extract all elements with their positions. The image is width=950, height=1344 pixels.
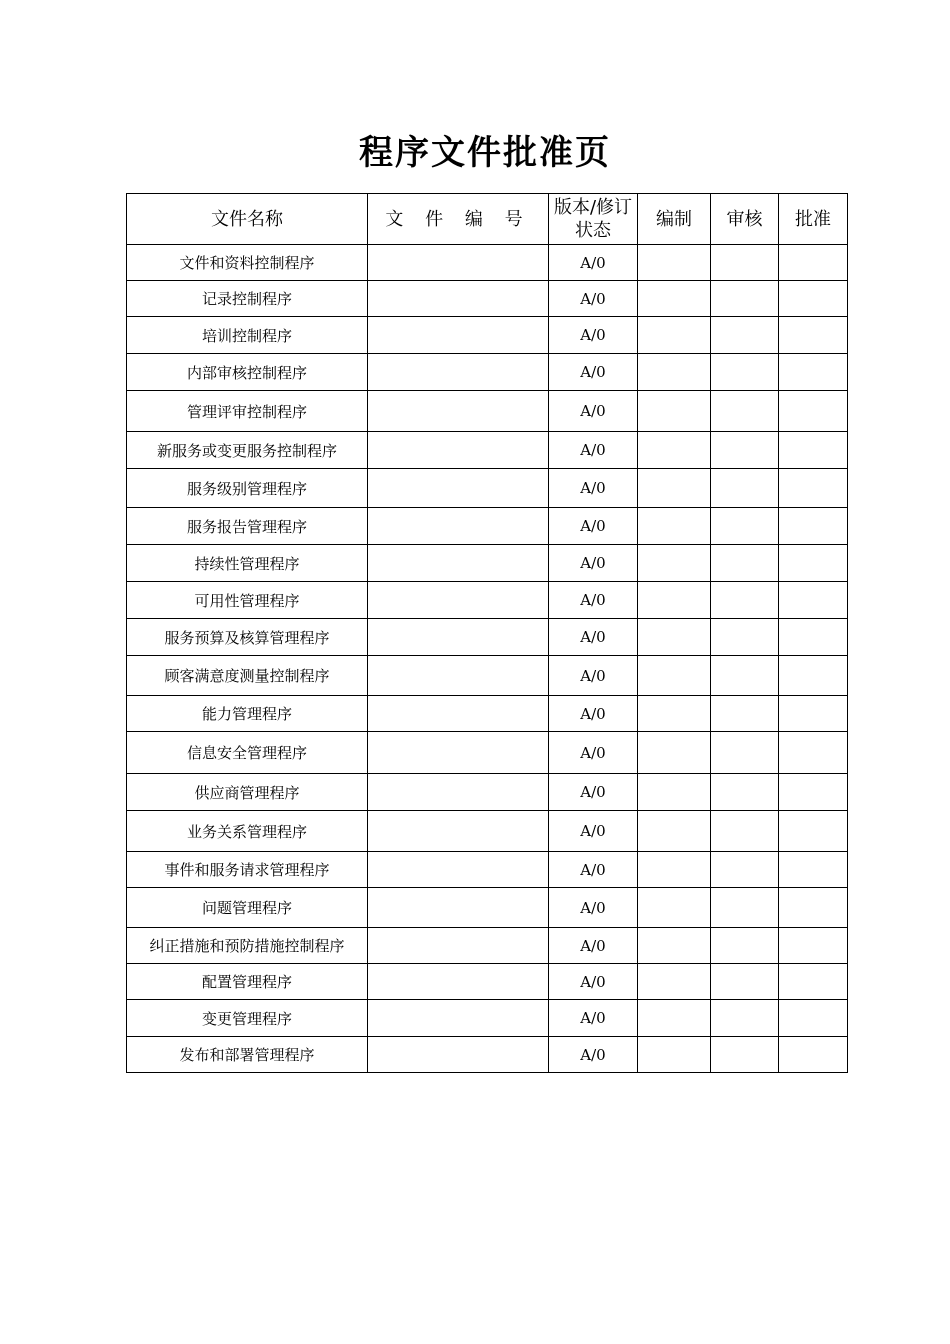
cell-review (711, 354, 779, 391)
cell-approve (779, 774, 848, 811)
cell-version: A/0 (549, 432, 638, 469)
cell-file-code (368, 391, 549, 432)
cell-compile (638, 1000, 711, 1037)
cell-file-name: 信息安全管理程序 (127, 732, 368, 774)
cell-approve (779, 391, 848, 432)
cell-file-code (368, 619, 549, 656)
cell-version: A/0 (549, 245, 638, 281)
cell-compile (638, 888, 711, 928)
cell-compile (638, 469, 711, 508)
cell-compile (638, 281, 711, 317)
cell-compile (638, 432, 711, 469)
page-title: 程序文件批准页 (359, 133, 611, 173)
table-row (127, 964, 848, 1000)
header-file-code: 文 件 编 号 (368, 194, 549, 245)
cell-compile (638, 774, 711, 811)
table-row (127, 391, 848, 432)
table-row (127, 928, 848, 964)
cell-compile (638, 245, 711, 281)
table-row (127, 732, 848, 774)
cell-file-name: 内部审核控制程序 (127, 354, 368, 391)
cell-review (711, 964, 779, 1000)
cell-file-name: 文件和资料控制程序 (127, 245, 368, 281)
cell-version: A/0 (549, 964, 638, 1000)
cell-version: A/0 (549, 732, 638, 774)
cell-compile (638, 508, 711, 545)
cell-review (711, 281, 779, 317)
cell-review (711, 928, 779, 964)
cell-review (711, 508, 779, 545)
cell-review (711, 732, 779, 774)
table-row (127, 582, 848, 619)
cell-file-name: 发布和部署管理程序 (127, 1037, 368, 1073)
approval-table (126, 193, 848, 1073)
cell-compile (638, 696, 711, 732)
header-file-name: 文件名称 (127, 194, 368, 245)
cell-file-code (368, 774, 549, 811)
cell-approve (779, 281, 848, 317)
table-row (127, 811, 848, 852)
cell-review (711, 317, 779, 354)
cell-file-name: 纠正措施和预防措施控制程序 (127, 928, 368, 964)
cell-file-name: 能力管理程序 (127, 696, 368, 732)
cell-version: A/0 (549, 928, 638, 964)
cell-file-code (368, 852, 549, 888)
cell-file-name: 变更管理程序 (127, 1000, 368, 1037)
cell-version: A/0 (549, 696, 638, 732)
cell-file-name: 服务预算及核算管理程序 (127, 619, 368, 656)
table-row (127, 1000, 848, 1037)
cell-file-code (368, 545, 549, 582)
cell-file-name: 新服务或变更服务控制程序 (127, 432, 368, 469)
table-row (127, 245, 848, 281)
table-row (127, 281, 848, 317)
cell-version: A/0 (549, 852, 638, 888)
cell-review (711, 619, 779, 656)
cell-review (711, 432, 779, 469)
cell-file-code (368, 928, 549, 964)
header-review: 审核 (711, 194, 779, 245)
cell-version: A/0 (549, 811, 638, 852)
cell-approve (779, 508, 848, 545)
cell-review (711, 852, 779, 888)
cell-compile (638, 928, 711, 964)
cell-file-name: 业务关系管理程序 (127, 811, 368, 852)
cell-version: A/0 (549, 391, 638, 432)
cell-approve (779, 619, 848, 656)
cell-version: A/0 (549, 469, 638, 508)
cell-approve (779, 317, 848, 354)
cell-review (711, 469, 779, 508)
table-row (127, 354, 848, 391)
cell-approve (779, 354, 848, 391)
cell-compile (638, 1037, 711, 1073)
table-row (127, 317, 848, 354)
cell-file-code (368, 245, 549, 281)
cell-approve (779, 888, 848, 928)
cell-file-name: 事件和服务请求管理程序 (127, 852, 368, 888)
cell-review (711, 774, 779, 811)
cell-version: A/0 (549, 281, 638, 317)
table-body (127, 245, 848, 1073)
cell-file-code (368, 732, 549, 774)
cell-approve (779, 469, 848, 508)
table-row (127, 619, 848, 656)
cell-compile (638, 964, 711, 1000)
cell-approve (779, 245, 848, 281)
cell-compile (638, 391, 711, 432)
cell-file-code (368, 811, 549, 852)
cell-review (711, 811, 779, 852)
header-compile: 编制 (638, 194, 711, 245)
cell-compile (638, 656, 711, 696)
cell-file-name: 记录控制程序 (127, 281, 368, 317)
cell-review (711, 888, 779, 928)
cell-approve (779, 656, 848, 696)
cell-review (711, 545, 779, 582)
table-row (127, 852, 848, 888)
cell-version: A/0 (549, 1000, 638, 1037)
cell-review (711, 245, 779, 281)
cell-approve (779, 928, 848, 964)
cell-file-code (368, 281, 549, 317)
cell-approve (779, 811, 848, 852)
cell-version: A/0 (549, 656, 638, 696)
cell-approve (779, 1000, 848, 1037)
cell-file-name: 配置管理程序 (127, 964, 368, 1000)
cell-approve (779, 432, 848, 469)
table-row (127, 545, 848, 582)
cell-file-code (368, 508, 549, 545)
cell-review (711, 582, 779, 619)
header-approve: 批准 (779, 194, 848, 245)
cell-approve (779, 852, 848, 888)
cell-review (711, 1037, 779, 1073)
cell-file-code (368, 354, 549, 391)
cell-version: A/0 (549, 508, 638, 545)
table-header-row (127, 194, 848, 245)
cell-file-code (368, 1037, 549, 1073)
table-row (127, 508, 848, 545)
cell-file-name: 管理评审控制程序 (127, 391, 368, 432)
cell-compile (638, 317, 711, 354)
cell-file-name: 问题管理程序 (127, 888, 368, 928)
table-row (127, 432, 848, 469)
cell-approve (779, 696, 848, 732)
cell-version: A/0 (549, 888, 638, 928)
cell-file-name: 供应商管理程序 (127, 774, 368, 811)
cell-version: A/0 (549, 317, 638, 354)
cell-file-name: 服务报告管理程序 (127, 508, 368, 545)
cell-file-code (368, 964, 549, 1000)
cell-version: A/0 (549, 354, 638, 391)
cell-approve (779, 964, 848, 1000)
cell-approve (779, 582, 848, 619)
header-version: 版本/修订状态 (549, 194, 638, 245)
cell-file-code (368, 317, 549, 354)
cell-approve (779, 732, 848, 774)
cell-compile (638, 582, 711, 619)
cell-version: A/0 (549, 1037, 638, 1073)
table-row (127, 696, 848, 732)
cell-file-name: 持续性管理程序 (127, 545, 368, 582)
cell-file-code (368, 582, 549, 619)
cell-review (711, 656, 779, 696)
cell-file-code (368, 432, 549, 469)
cell-version: A/0 (549, 582, 638, 619)
cell-version: A/0 (549, 545, 638, 582)
cell-file-code (368, 656, 549, 696)
cell-version: A/0 (549, 774, 638, 811)
cell-compile (638, 732, 711, 774)
table-row (127, 656, 848, 696)
cell-compile (638, 852, 711, 888)
cell-review (711, 1000, 779, 1037)
cell-approve (779, 545, 848, 582)
cell-compile (638, 619, 711, 656)
cell-file-code (368, 1000, 549, 1037)
cell-compile (638, 811, 711, 852)
table-row (127, 469, 848, 508)
cell-file-code (368, 696, 549, 732)
cell-version: A/0 (549, 619, 638, 656)
cell-file-code (368, 469, 549, 508)
table-row (127, 1037, 848, 1073)
table-row (127, 888, 848, 928)
cell-file-name: 可用性管理程序 (127, 582, 368, 619)
cell-file-name: 培训控制程序 (127, 317, 368, 354)
cell-compile (638, 545, 711, 582)
cell-file-name: 服务级别管理程序 (127, 469, 368, 508)
cell-compile (638, 354, 711, 391)
table-row (127, 774, 848, 811)
cell-review (711, 391, 779, 432)
cell-file-name: 顾客满意度测量控制程序 (127, 656, 368, 696)
cell-file-code (368, 888, 549, 928)
cell-approve (779, 1037, 848, 1073)
cell-review (711, 696, 779, 732)
